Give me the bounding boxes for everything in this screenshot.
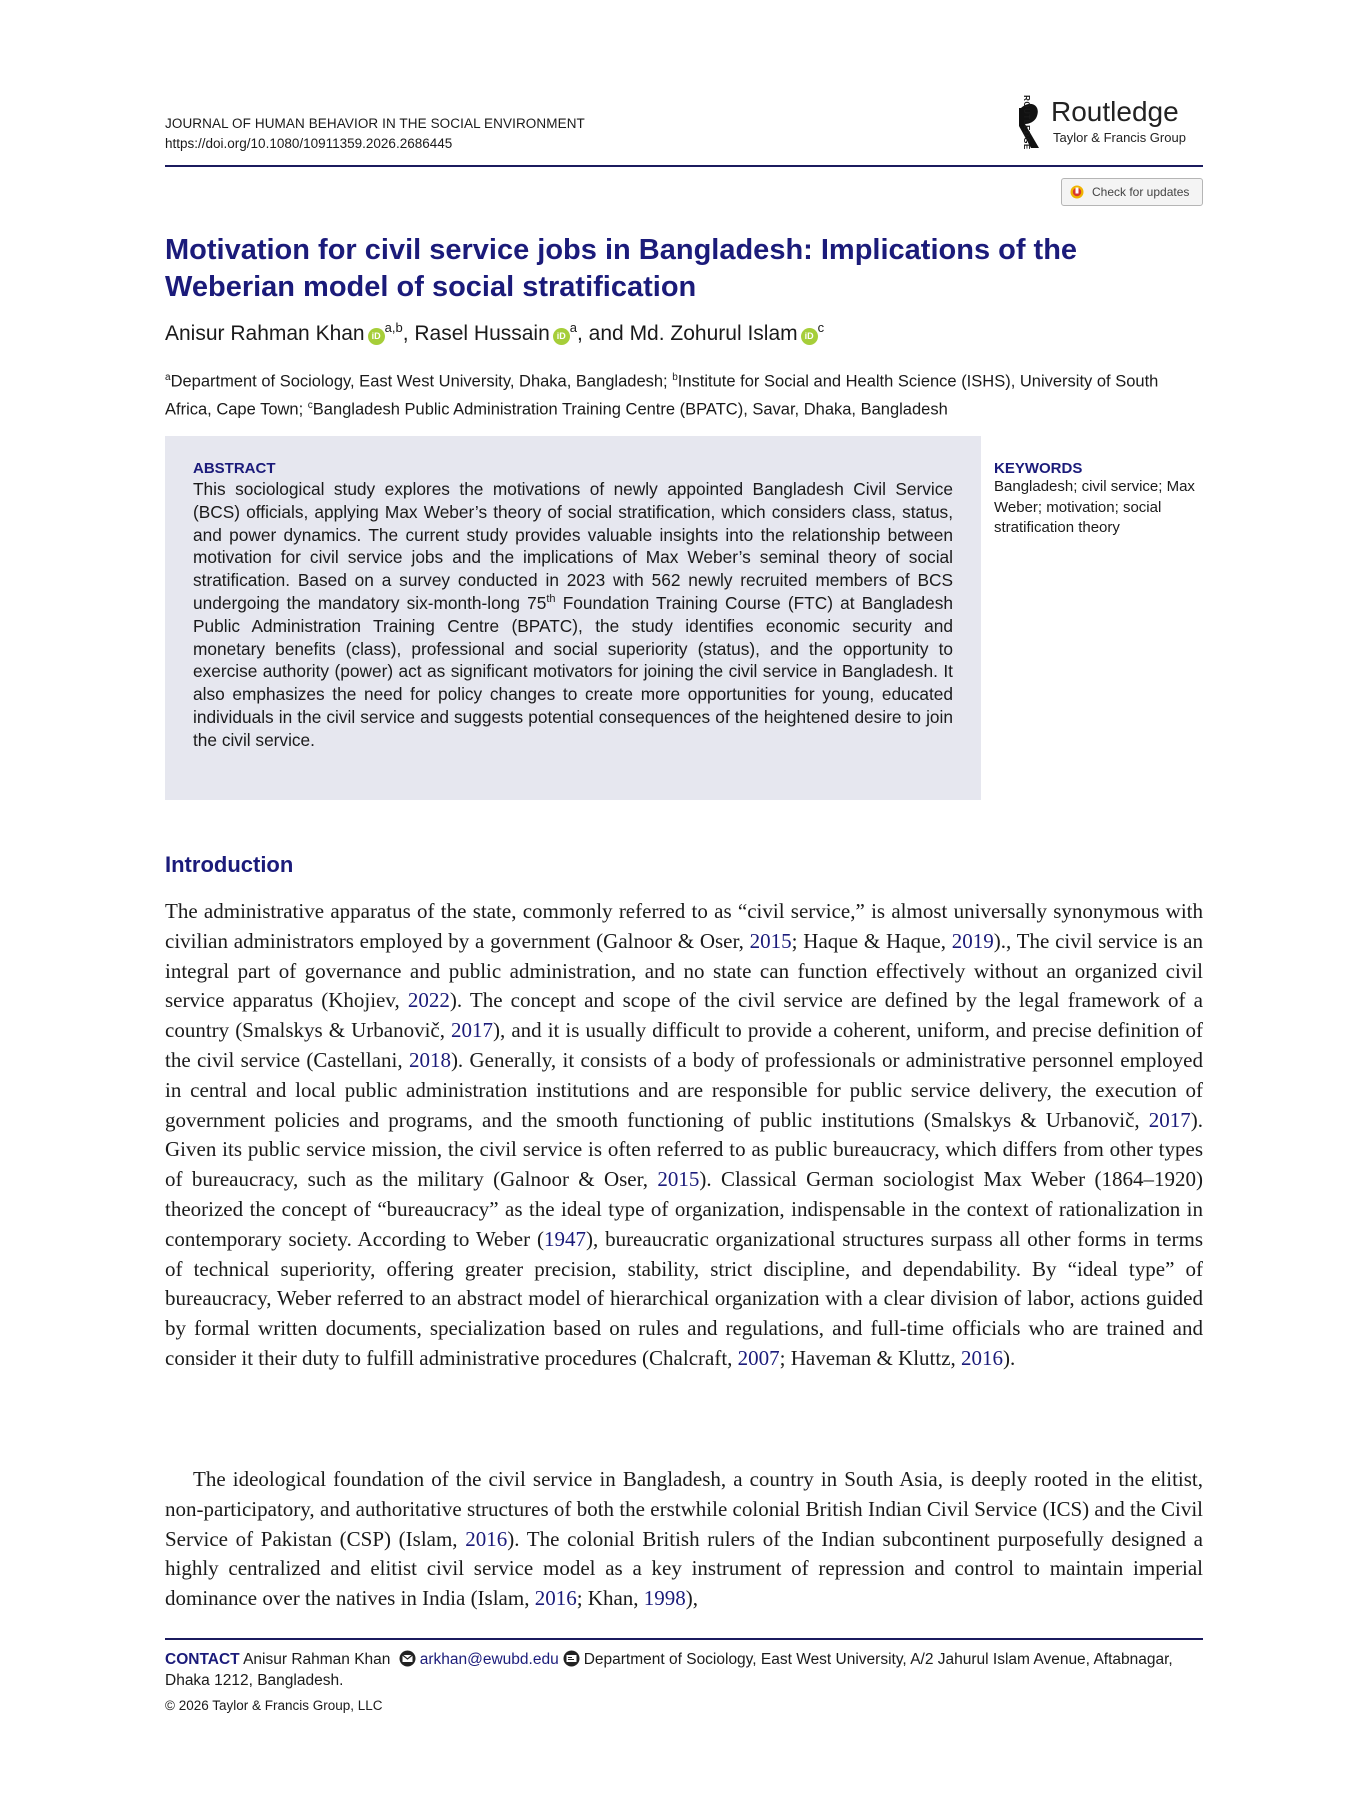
affiliation-mark: b [672, 372, 678, 383]
citation-year-link[interactable]: 2016 [961, 1345, 1004, 1370]
article-title: Motivation for civil service jobs in Bangladesh: Implications of the Weberian model of social stratification [165, 234, 1078, 303]
paragraph-text: ). Generally, it consists of a body of professionals or administrative personnel employed in central and local public administration institutions and are responsible for public service delivery, the execution of government policies and programs, and the smooth functioning of public institutions (Smalskys & Urbanovič, [165, 1047, 1204, 1132]
paragraph-text: ), bureaucratic organizational structures surpass all other forms in terms of technical superiority, offering greater precision, stability, strict discipline, and dependability. By “ideal type” of bureaucracy, Weber referred to an abstract model of hierarchical organization with a clear division of labor, actions guided by formal written documents, specialization based on rules and regulations, and full-time officials who are trained and consider it their duty to fulfill administrative procedures (Chalcraft, [165, 1226, 1203, 1370]
citation-year-link[interactable]: 2019 [951, 928, 994, 953]
citation-year-link[interactable]: 2016 [534, 1586, 577, 1611]
paragraph-text: ). The colonial British rulers of the Indian subcontinent purposefully designed a highly centralized and elitist civil service model as a key instrument of repression and control to maintain imperial dominance over the natives in India (Islam, [165, 1526, 1203, 1611]
doi-link[interactable]: https://doi.org/10.1080/10911359.2026.2686445 [165, 136, 453, 151]
affiliation-marker: c [817, 320, 825, 335]
address-icon [562, 1650, 581, 1667]
paragraph-text: ). [1003, 1345, 1016, 1370]
publisher-vertical-text: ROUTLEDGE [1021, 95, 1031, 150]
citation-year-link[interactable]: 1998 [643, 1586, 686, 1611]
citation-year-link[interactable]: 1947 [543, 1226, 586, 1251]
citation-year-link[interactable]: 2022 [407, 988, 450, 1013]
footer-divider [165, 1638, 1203, 1640]
author-separator: , [402, 322, 415, 345]
affiliation-mark: a [165, 372, 171, 383]
paragraph-text: The ideological foundation of the civil service in Bangladesh, a country in South Asia, is deeply rooted in the elitist, non-participatory, and authoritative structures of both the erstwhile colonial British Indian Civil Service (ICS) and the Civil Service of Pakistan (CSP) (Islam, [165, 1467, 1203, 1551]
citation-year-link[interactable]: 2007 [737, 1345, 780, 1370]
contact-email-link[interactable]: arkhan@ewubd.edu [419, 1651, 559, 1668]
affiliation-text: Institute for Social and Health Science (ISHS), University of South Africa, Cape Town; [165, 372, 1159, 418]
citation-year-link[interactable]: 2017 [1148, 1107, 1191, 1132]
header-divider [165, 165, 1203, 167]
citation-year-link[interactable]: 2018 [408, 1047, 451, 1072]
check-updates-label: Check for updates [1092, 185, 1190, 199]
check-for-updates-button[interactable] [1061, 178, 1203, 206]
author-name[interactable]: Md. Zohurul Islam [629, 322, 798, 345]
publisher-logo [1003, 96, 1203, 152]
check-updates-icon [1070, 185, 1084, 199]
citation-year-link[interactable]: 2016 [465, 1526, 508, 1551]
body-paragraph [165, 897, 1203, 1374]
publisher-subtitle: Taylor & Francis Group [1053, 130, 1186, 145]
body-paragraph [165, 1465, 1203, 1614]
email-icon [398, 1650, 417, 1667]
paragraph-text: ). The concept and scope of the civil service are defined by the legal framework of a country (Smalskys & Urbanovič, [165, 988, 1203, 1043]
paragraph-text: ), and it is usually difficult to provide a coherent, uniform, and precise definition of the civil service (Castellani, [165, 1018, 1203, 1072]
author-separator: , and [577, 322, 630, 345]
paragraph-text: ; Haque & Haque, [791, 928, 952, 953]
abstract-text-part: This sociological study explores the motivations of newly appointed Bangladesh Civil Service (BCS) officials, applying Max Weber’s theory of social stratification, which considers class, status, and power dynamics. The current study provides valuable insights into the relationship between motivation for civil service jobs and the implications of Max Weber’s seminal theory of social stratification. Based on a survey conducted in 2023 with 562 newly recruited members of BCS undergoing the mandatory six-month-long 75 [193, 479, 953, 613]
journal-name: JOURNAL OF HUMAN BEHAVIOR IN THE SOCIAL ENVIRONMENT [165, 116, 585, 131]
contact-address: Department of Sociology, East West University, A/2 Jahurul Islam Avenue, Aftabnagar, Dhaka 1212, Bangladesh. [165, 1651, 1173, 1689]
publisher-name: Routledge [1051, 96, 1179, 127]
abstract-text-part: Foundation Training Course (FTC) at Bangladesh Public Administration Training Centre (BPATC), the study identifies economic security and monetary benefits (class), professional and social superiority (status), and the opportunity to exercise authority (power) act as significant motivators for joining the civil service in Bangladesh. It also emphasizes the need for policy changes to create more opportunities for young, educated individuals in the civil service and suggests potential consequences of the heightened desire to join the civil service. [193, 592, 953, 750]
contact-name: Anisur Rahman Khan [239, 1651, 395, 1668]
keywords-heading: KEYWORDS [994, 460, 1083, 477]
abstract-heading: ABSTRACT [193, 460, 276, 477]
keywords-text: Bangladesh; civil service; Max Weber; motivation; social stratification theory [994, 478, 1195, 536]
paragraph-text: ; Khan, [576, 1586, 644, 1611]
abstract-box [165, 436, 981, 800]
paragraph-text: ; Haveman & Kluttz, [779, 1345, 962, 1370]
affiliation-text: Bangladesh Public Administration Training Centre (BPATC), Savar, Dhaka, Bangladesh [312, 400, 948, 418]
paragraph-text: ), [685, 1586, 699, 1611]
contact-label: CONTACT [165, 1651, 240, 1668]
paragraph-text: The administrative apparatus of the state, commonly referred to as “civil service,” is almost universally synonymous with civilian administrators employed by a government (Galnoor & Oser, [165, 899, 1203, 953]
paragraph-text: ). Given its public service mission, the civil service is often referred to as public bureaucracy, which differs from other types of bureaucracy, such as the military (Galnoor & Oser, [165, 1107, 1203, 1192]
citation-year-link[interactable]: 2015 [749, 928, 792, 953]
affiliation-mark: c [307, 399, 313, 411]
paragraph-text: ). Classical German sociologist Max Weber (1864–1920) theorized the concept of “bureaucracy” as the ideal type of organization, indispensable in the context of rationalization in contemporary society. According to Weber ( [165, 1167, 1203, 1251]
citation-year-link[interactable]: 2015 [657, 1167, 700, 1192]
author-list [165, 320, 824, 346]
paragraph-text: )., The civil service is an integral part of governance and public administration, and no state can function effectively without an organized civil service apparatus (Khojiev, [165, 928, 1203, 1013]
orcid-icon[interactable]: iD [553, 328, 570, 345]
keywords-block [994, 460, 1204, 539]
orcid-icon[interactable]: iD [368, 328, 385, 345]
journal-header [165, 95, 1203, 168]
citation-year-link[interactable]: 2017 [451, 1018, 494, 1043]
author-name[interactable]: Rasel Hussain [414, 322, 550, 345]
contact-info [165, 1649, 1205, 1691]
copyright: © 2026 Taylor & Francis Group, LLC [165, 1698, 383, 1713]
affiliations [165, 366, 1205, 421]
orcid-icon[interactable]: iD [801, 328, 818, 345]
abstract-superscript: th [546, 593, 556, 606]
affiliation-text: Department of Sociology, East West University, Dhaka, Bangladesh; [170, 372, 673, 391]
affiliation-marker: a,b [384, 320, 403, 335]
introduction-heading: Introduction [165, 852, 294, 877]
abstract-text [193, 478, 953, 752]
author-name[interactable]: Anisur Rahman Khan [165, 322, 365, 345]
affiliation-marker: a [569, 320, 578, 335]
